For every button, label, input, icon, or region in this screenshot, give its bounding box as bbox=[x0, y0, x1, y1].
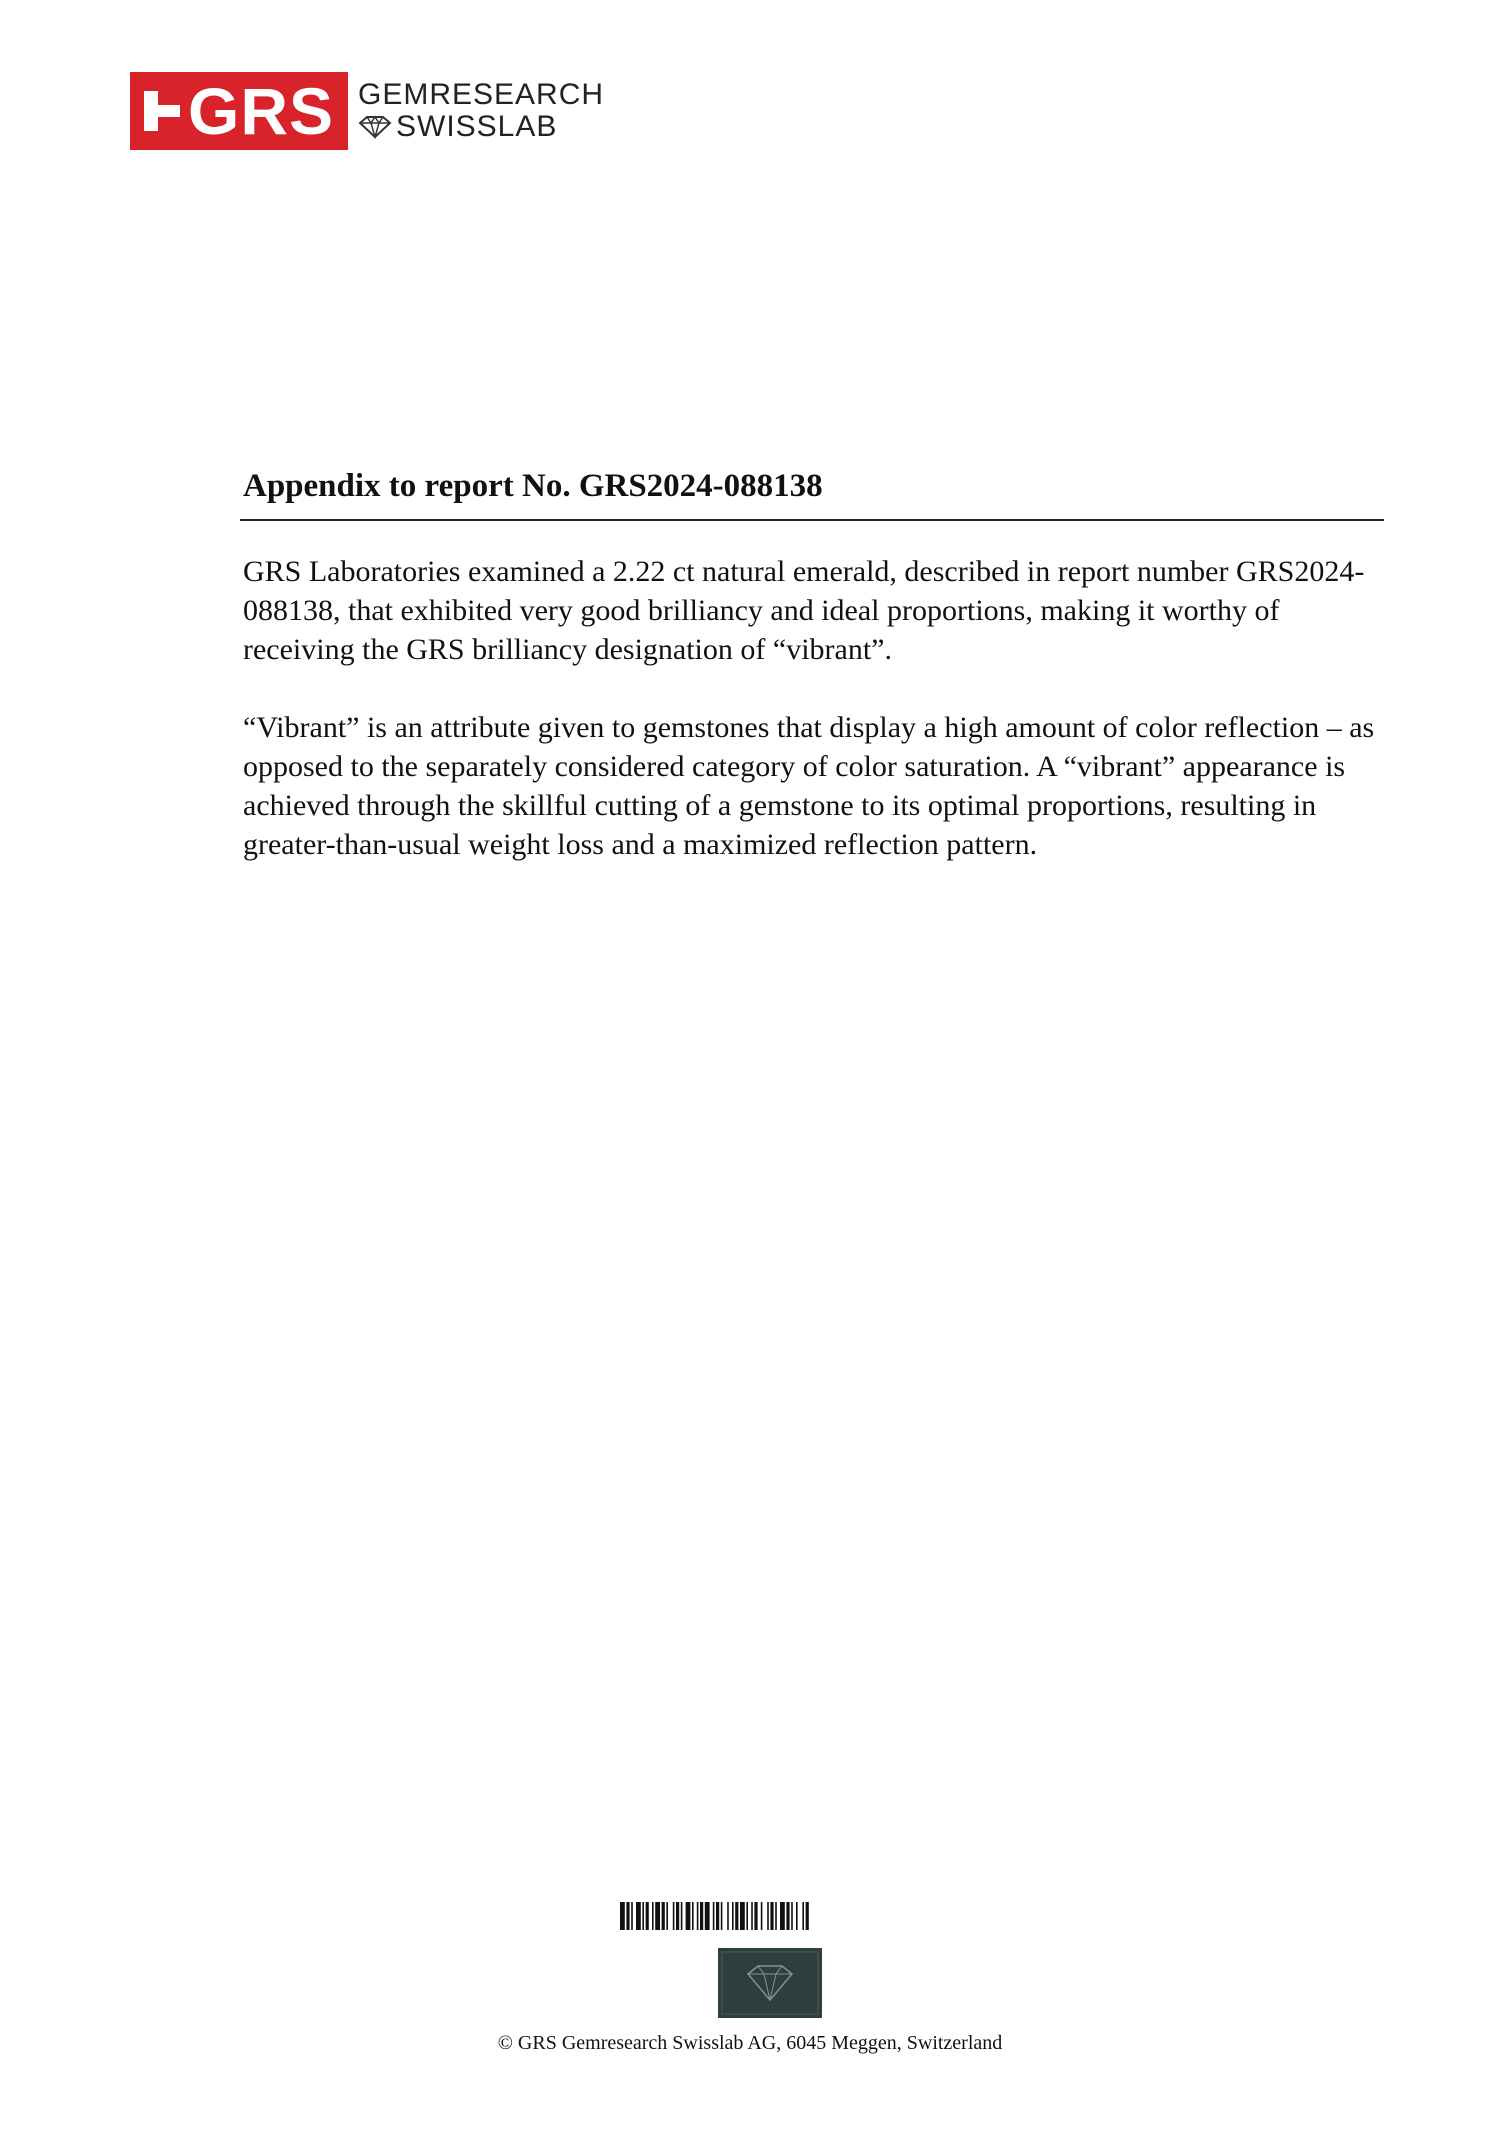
logo-mark: GRS bbox=[188, 74, 335, 148]
logo-line-2-row bbox=[358, 111, 604, 143]
hologram-diamond-icon bbox=[718, 1948, 822, 2018]
paragraph-vibrant-definition: “Vibrant” is an attribute given to gemstones that display a high amount of color reflection – as opposed to the separately considered category of color saturation. A “vibrant” appearance is achieved through the skillful cutting of a gemstone to its optimal proportions, resulting in greater-than-usual weight loss and a maximized reflection pattern. bbox=[243, 711, 1375, 861]
swiss-cross-icon bbox=[136, 85, 178, 137]
logo-line-1: GEMRESEARCH bbox=[358, 78, 605, 111]
logo-wordmark bbox=[358, 79, 604, 143]
hologram-seal bbox=[718, 1948, 822, 2018]
paragraph-examination: GRS Laboratories examined a 2.22 ct natural emerald, described in report number GRS2024-088138, that exhibited very good brilliancy and ideal proportions, making it worthy of receiving the GRS brilliancy designation of “vibrant”. bbox=[243, 555, 1365, 666]
title-divider bbox=[240, 519, 1384, 521]
logo-line-2: SWISSLAB bbox=[396, 110, 558, 143]
logo-red-block bbox=[130, 72, 348, 150]
barcode bbox=[620, 1902, 930, 1930]
appendix-title: Appendix to report No. GRS2024-088138 bbox=[243, 468, 823, 504]
footer-copyright: © GRS Gemresearch Swisslab AG, 6045 Meggen, Switzerland bbox=[497, 2032, 1003, 2054]
diamond-icon bbox=[358, 115, 392, 139]
grs-logo bbox=[130, 72, 604, 150]
